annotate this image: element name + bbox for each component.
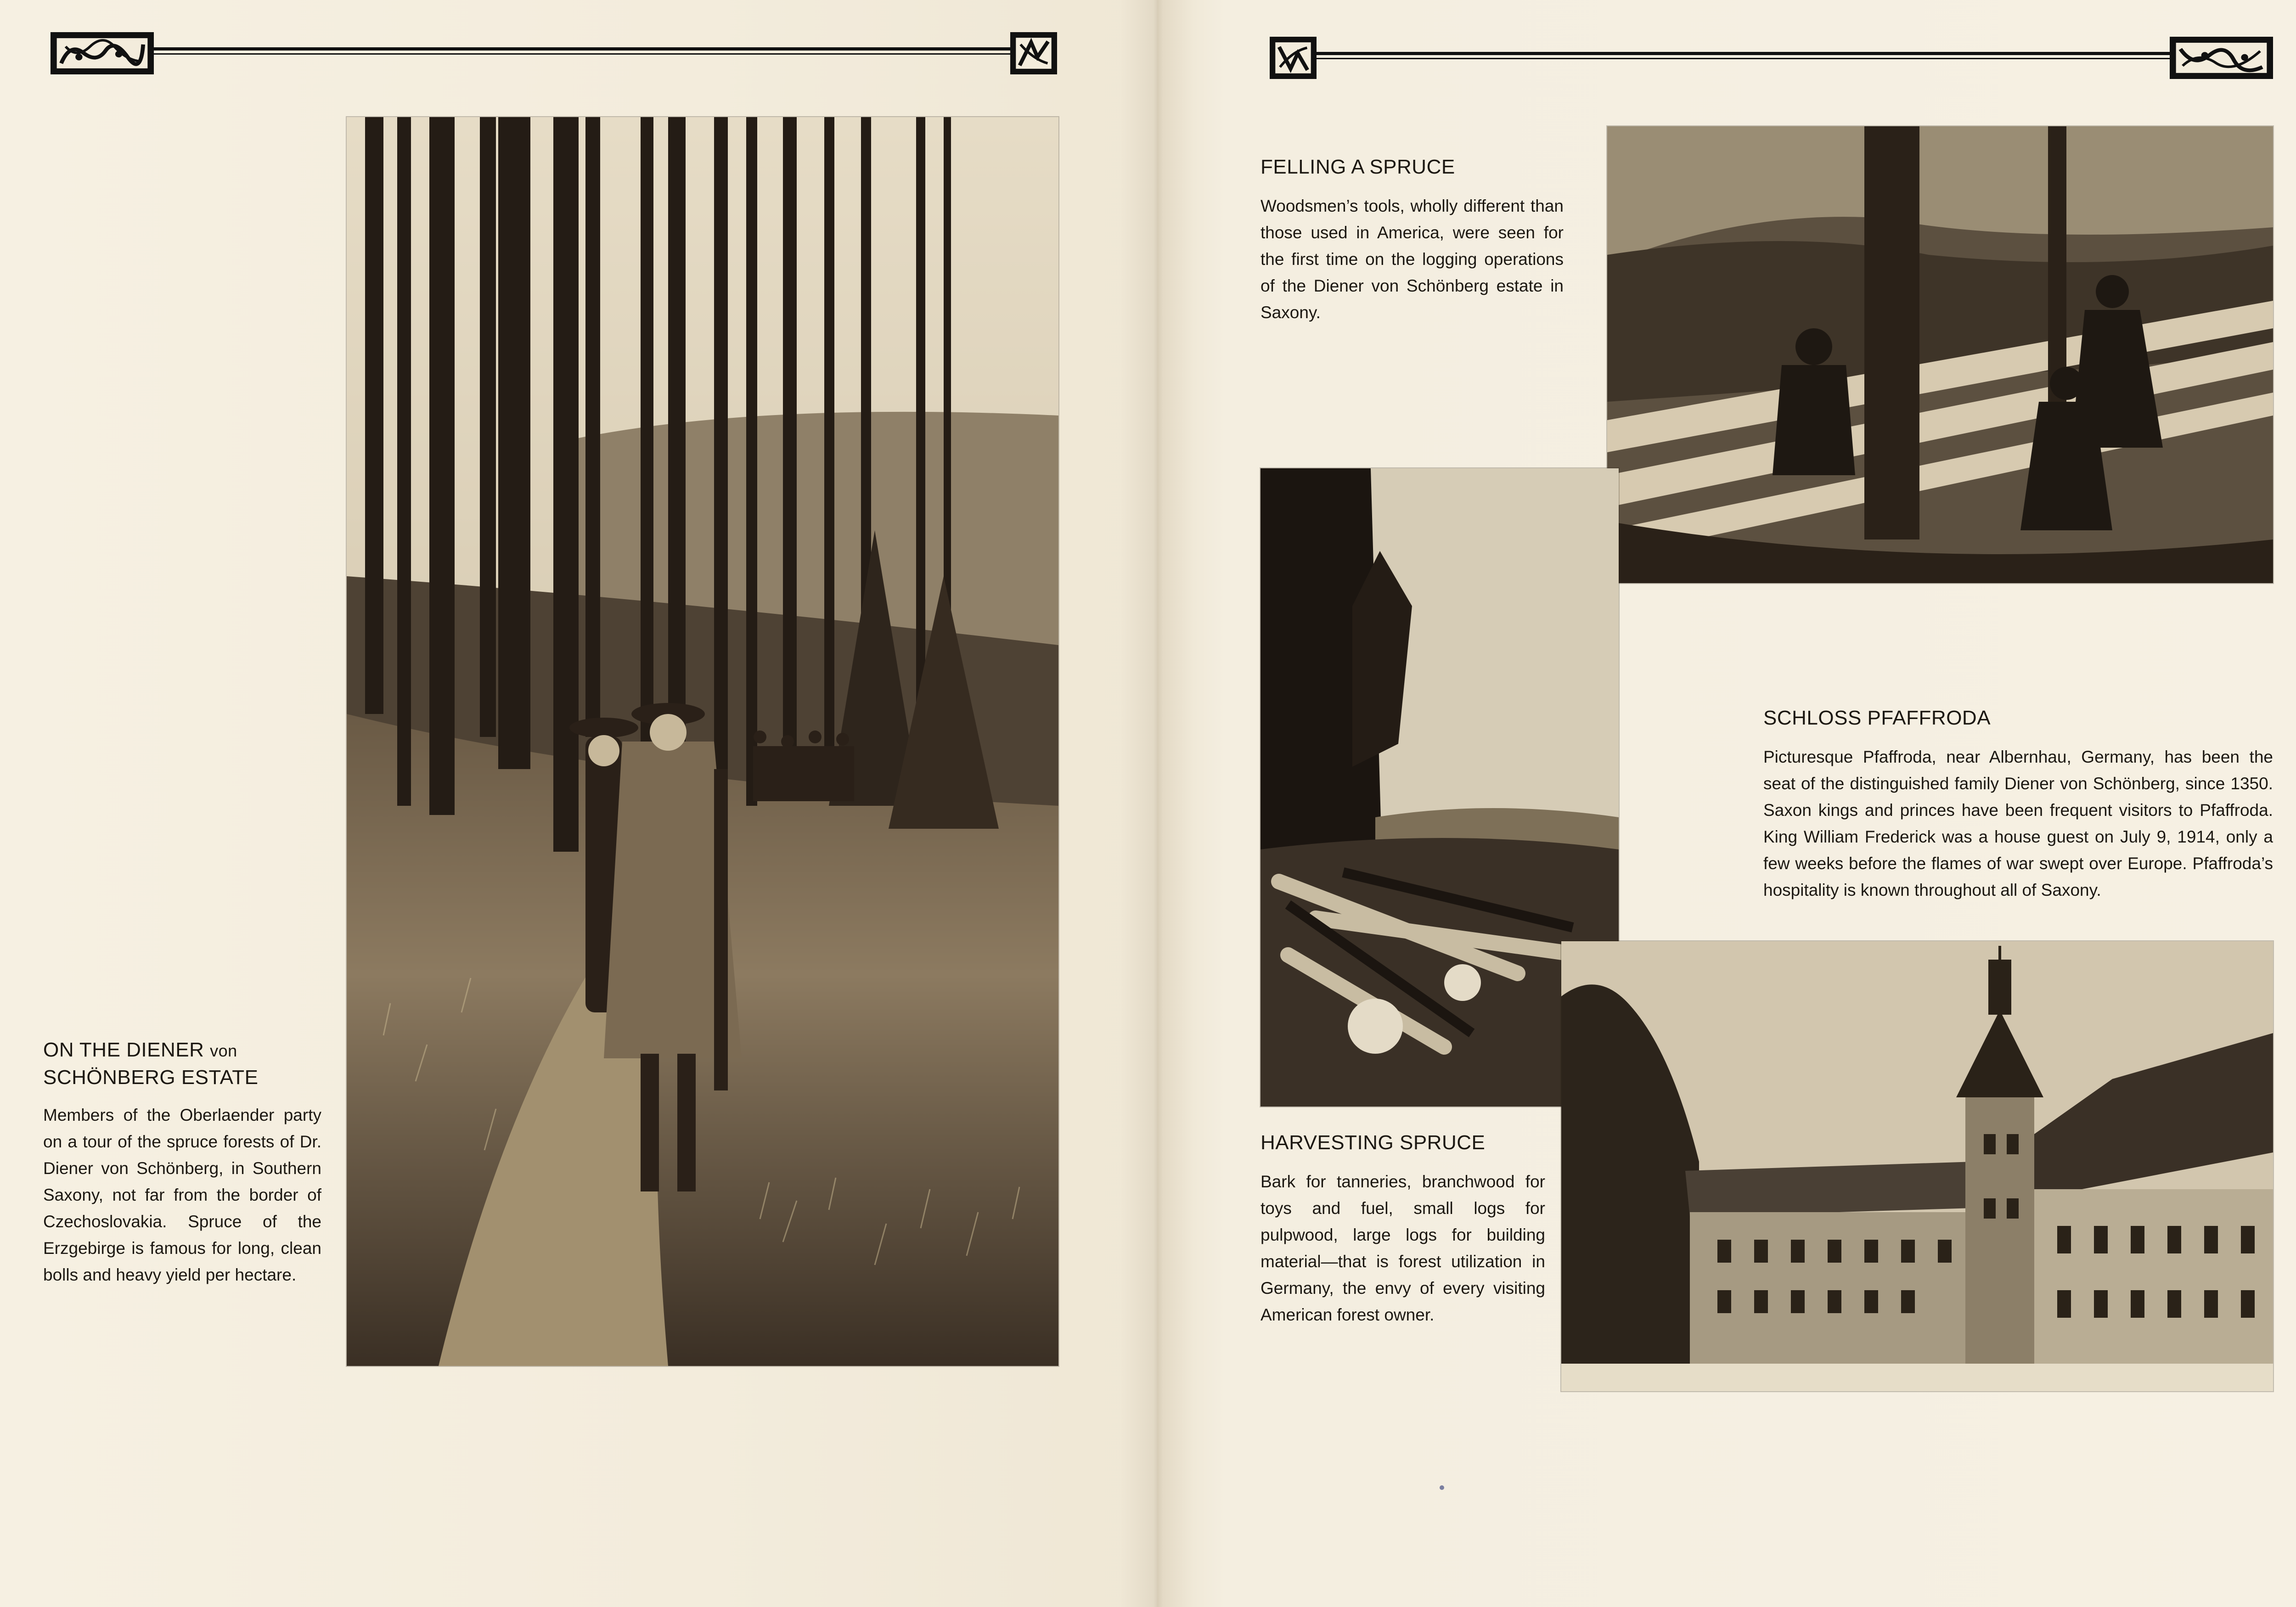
caption-title-harvesting: HARVESTING SPRUCE bbox=[1261, 1131, 1486, 1154]
caption-body-felling: Woodsmen’s tools, wholly different than those used in America, were seen for the first time on the logging operations of the Diener von Schönberg estate in Saxony. bbox=[1261, 197, 1564, 322]
header-ornament-left-end-icon bbox=[1010, 32, 1057, 74]
caption-title-schloss: SCHLOSS PFAFFRODA bbox=[1763, 707, 1991, 729]
paper-speck bbox=[1440, 1485, 1444, 1490]
header-ornament-right-icon bbox=[2170, 37, 2273, 79]
header-rule-left bbox=[154, 47, 1013, 55]
header-ornament-right-start-icon bbox=[1270, 37, 1317, 79]
caption-title-von: von bbox=[210, 1041, 237, 1060]
header-rule-right bbox=[1316, 52, 2170, 59]
caption-title-diener bbox=[43, 1037, 319, 1091]
caption-title-line1: ON THE DIENER bbox=[43, 1039, 204, 1061]
header-ornament-left-icon bbox=[51, 32, 154, 74]
caption-body-schloss: Picturesque Pfaffroda, near Albernhau, Germany, has been the seat of the distinguished family Diener von Schönberg, since 1350. Saxon kings and princes have been frequent visitors to Pfaffroda. King William Frederick was a house guest on July 9, 1914, only a few weeks before the flames of war swept over Europe. Pfaffroda’s hospitality is known throughout all of Saxony. bbox=[1763, 747, 2273, 899]
schloss-pfaffroda-photo bbox=[1561, 941, 2273, 1391]
caption-body-diener: Members of the Oberlaender party on a tour of the spruce forests of Dr. Diener von Schönberg, in Southern Saxony, not far from the border of Czechoslovakia. Spruce of the Erzgebirge is famous for long, clean bolls and heavy yield per hectare. bbox=[43, 1106, 321, 1284]
caption-body-harvesting: Bark for tanneries, branchwood for toys and fuel, small logs for pulpwood, large logs for building material—that is forest utilization in Germany, the envy of every visiting American forest owner. bbox=[1261, 1172, 1545, 1324]
caption-title-line2: SCHÖNBERG ESTATE bbox=[43, 1066, 259, 1089]
forest-walk-photo bbox=[347, 117, 1058, 1366]
felling-spruce-photo bbox=[1607, 126, 2273, 583]
caption-title-felling: FELLING A SPRUCE bbox=[1261, 156, 1455, 178]
book-gutter bbox=[1120, 0, 1194, 1607]
